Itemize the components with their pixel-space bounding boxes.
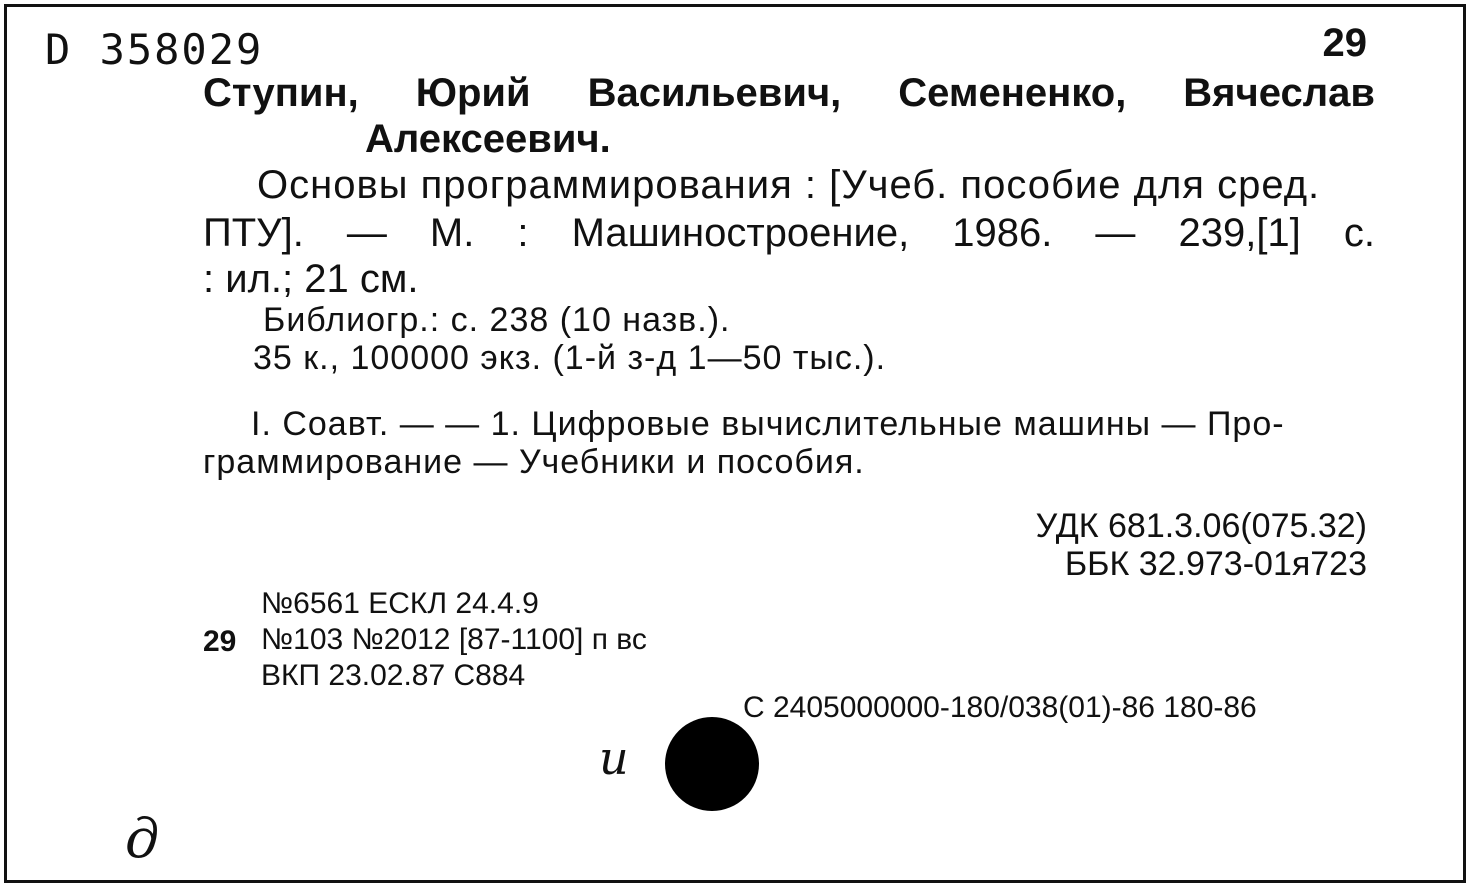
handwritten-mark-left: д (125, 807, 160, 870)
title-part: 1986. (952, 211, 1053, 255)
author-word: Ступин, (203, 71, 359, 115)
author-word: Юрий (415, 71, 531, 115)
handwritten-mark: и (599, 731, 629, 785)
code-prefix: 29 (203, 625, 237, 658)
price-line: 35 к., 100000 экз. (1-й з-д 1—50 тыс.). (253, 339, 887, 377)
title-part: Машиностроение, (571, 211, 910, 255)
author-word: Вячеслав (1183, 71, 1375, 115)
code-line-2: №103 №2012 [87-1100] п вс (261, 623, 647, 656)
title-part: — (1095, 211, 1136, 255)
title-part: 239,[1] (1178, 211, 1301, 255)
udk-code: УДК 681.3.06(075.32) (1035, 507, 1367, 545)
bibliography-note: Библиогр.: с. 238 (10 назв.). (263, 301, 731, 339)
subjects-line-1: I. Соавт. — — 1. Цифровые вычислительные машины — Про- (251, 405, 1285, 443)
author-word: Семененко, (898, 71, 1127, 115)
author-line (203, 71, 1375, 116)
title-line-2 (203, 211, 1375, 256)
bbk-code: ББК 32.973-01я723 (1064, 545, 1367, 583)
title-part: с. (1343, 211, 1375, 255)
title-line-1: Основы программирования : [Учеб. пособие для сред. (257, 163, 1321, 207)
top-number: 29 (1322, 21, 1367, 65)
catalog-code: С 2405000000-180/038(01)-86 180-86 (743, 691, 1257, 724)
code-line-3: ВКП 23.02.87 С884 (261, 659, 526, 692)
catalog-card (4, 4, 1466, 883)
code-line-1: №6561 ЕСКЛ 24.4.9 (261, 587, 539, 620)
title-part: М. (429, 211, 475, 255)
title-part: : (517, 211, 529, 255)
punch-hole-icon (665, 717, 759, 811)
title-line-3: : ил.; 21 см. (203, 257, 419, 301)
author-word: Васильевич, (587, 71, 842, 115)
title-part: ПТУ]. (203, 211, 304, 255)
author-line-2: Алексеевич. (365, 117, 611, 161)
inventory-number: D 358029 (45, 25, 264, 74)
subjects-line-2: граммирование — Учебники и пособия. (203, 443, 865, 481)
title-part: — (346, 211, 387, 255)
